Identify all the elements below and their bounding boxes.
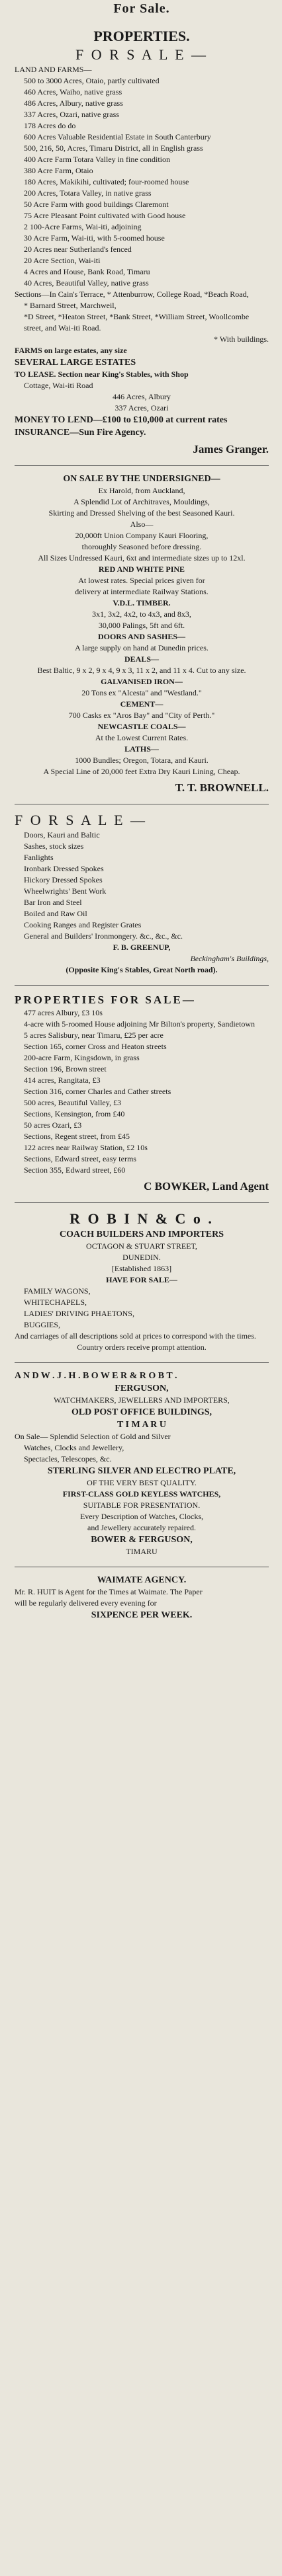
ad-line: Section 196, Brown street: [24, 1064, 107, 1073]
ad-line: WHITECHAPELS,: [24, 1298, 87, 1307]
ad-line: (Opposite King's Stables, Great North road).: [66, 965, 218, 974]
ad-line: SIXPENCE PER WEEK.: [91, 1610, 193, 1620]
ad-line: Skirting and Dressed Shelving of the best Seasoned Kauri.: [48, 508, 235, 518]
ad-line: PROPERTIES FOR SALE—: [15, 994, 196, 1006]
ad-line: Sashes, stock sizes: [24, 841, 84, 851]
ad-line: TO LEASE. Section near King's Stables, with Shop: [15, 370, 189, 379]
ad-line: 500 acres, Beautiful Valley, £3: [24, 1098, 121, 1107]
ad-line: 4-acre with 5-roomed House adjoining Mr Bilton's property, Sandietown: [24, 1019, 255, 1029]
ad-line: 600 Acres Valuable Residential Estate in South Canterbury: [24, 132, 211, 141]
ad-line: Doors, Kauri and Baltic: [24, 830, 100, 839]
ad-line: [Established 1863]: [111, 1264, 172, 1273]
ad-line: Cooking Ranges and Register Grates: [24, 920, 142, 929]
ad-line: NEWCASTLE COALS—: [97, 722, 186, 731]
ad-line: 3x1, 3x2, 4x2, to 4x3, and 8x3,: [92, 609, 191, 619]
ad-line: F O R S A L E —: [15, 812, 148, 828]
ad-line: LATHS—: [124, 744, 159, 754]
ad-line: 20 Acres near Sutherland's fenced: [24, 245, 132, 254]
ad-line: 5 acres Salisbury, near Timaru, £25 per acre: [24, 1031, 164, 1040]
ad-line: FERGUSON,: [115, 1384, 169, 1393]
ad-line: 30,000 Palings, 5ft and 6ft.: [98, 621, 185, 630]
ad-line: WAIMATE AGENCY.: [97, 1575, 187, 1585]
advertisement-4: [15, 986, 269, 1203]
ad-line: 30 Acre Farm, Wai-iti, with 5-roomed house: [24, 233, 165, 243]
ad-line: Ex Harold, from Auckland,: [98, 486, 185, 495]
ad-line: 4 Acres and House, Bank Road, Timaru: [24, 267, 150, 276]
ad-line: Wheelwrights' Bent Work: [24, 886, 107, 896]
ad-line: Beckingham's Buildings,: [190, 954, 269, 963]
ad-line: A Splendid Lot of Architraves, Mouldings,: [73, 497, 210, 506]
ad-line: 20 Tons ex "Alcesta" and "Westland.": [81, 688, 202, 697]
ad-line: DOORS AND SASHES—: [97, 632, 186, 641]
ad-line: Country orders receive prompt attention.: [77, 1343, 207, 1352]
ad-line: Section 165, corner Cross and Heaton streets: [24, 1042, 167, 1051]
ad-line: Hickory Dressed Spokes: [24, 875, 103, 884]
ad-line: DEALS—: [124, 654, 159, 664]
ad-line: And carriages of all descriptions sold at prices to correspond with the times.: [15, 1331, 256, 1341]
ad-line: A large supply on hand at Dunedin prices.: [75, 643, 209, 652]
ad-line: DUNEDIN.: [122, 1253, 161, 1262]
ad-line: V.D.L. TIMBER.: [113, 598, 171, 607]
ad-line: F O R S A L E —: [75, 46, 209, 63]
ad-line: At the Lowest Current Rates.: [95, 733, 189, 742]
ad-line: BUGGIES,: [24, 1320, 61, 1329]
ad-line: PROPERTIES.: [93, 28, 190, 44]
ad-line: 500 to 3000 Acres, Otaio, partly cultivated: [24, 76, 160, 85]
advertisements: [15, 20, 269, 1631]
newspaper-column: [0, 1, 282, 2576]
ad-line: Also—: [130, 520, 154, 529]
ad-line: R O B I N & C o .: [70, 1210, 214, 1227]
ad-line: 460 Acres, Waiho, native grass: [24, 87, 122, 97]
ad-line: T I M A R U: [117, 1420, 167, 1430]
ad-line: HAVE FOR SALE—: [106, 1275, 177, 1284]
ad-line: A N D W . J . H . B O W E R & R O B T .: [15, 1371, 177, 1381]
ad-line: LAND AND FARMS—: [15, 65, 92, 74]
ad-line: 180 Acres, Makikihi, cultivated; four-roomed house: [24, 177, 189, 186]
ad-line: FARMS on large estates, any size: [15, 346, 127, 355]
ad-line: 50 Acre Farm with good buildings Claremont: [24, 200, 169, 209]
advertisement-6: [15, 1363, 269, 1567]
ad-line: Sections—In Cain's Terrace, * Attenburrow, College Road, *Beach Road,: [15, 290, 249, 299]
ad-line: INSURANCE—Sun Fire Agency.: [15, 428, 146, 438]
ad-line: Fanlights: [24, 853, 54, 862]
ad-line: Boiled and Raw Oil: [24, 909, 87, 918]
advertisement-3: [15, 804, 269, 986]
ad-line: OCTAGON & STUART STREET,: [86, 1241, 197, 1251]
ad-line: FAMILY WAGONS,: [24, 1286, 91, 1296]
ad-line: F. B. GREENUP,: [113, 943, 171, 952]
ad-line: Bar Iron and Steel: [24, 898, 82, 907]
ad-line: A Special Line of 20,000 feet Extra Dry Kauri Lining, Cheap.: [43, 767, 240, 776]
advertisement-1: [15, 20, 269, 466]
ad-line: *D Street, *Heaton Street, *Bank Street, *William Street, Woollcombe: [24, 312, 250, 321]
ad-line: 446 Acres, Albury: [113, 392, 171, 401]
advertisement-5: [15, 1203, 269, 1363]
advertisement-7: [15, 1567, 269, 1631]
ad-line: 2 100-Acre Farms, Wai-iti, adjoining: [24, 222, 142, 231]
ad-line: Spectacles, Telescopes, &c.: [24, 1454, 112, 1464]
ad-line: 122 acres near Railway Station, £2 10s: [24, 1143, 148, 1152]
ad-line: 20 Acre Section, Wai-iti: [24, 256, 101, 265]
ad-line: Mr. R. HUIT is Agent for the Times at Waimate. The Paper: [15, 1587, 203, 1596]
ad-line: OLD POST OFFICE BUILDINGS,: [71, 1407, 212, 1417]
ad-line: 700 Casks ex "Aros Bay" and "City of Perth.": [68, 711, 215, 720]
ad-line: Sections, Edward street, easy terms: [24, 1154, 136, 1163]
ad-line: 414 acres, Rangitata, £3: [24, 1075, 101, 1085]
ad-line: Ironbark Dressed Spokes: [24, 864, 104, 873]
ad-line: RED AND WHITE PINE: [98, 565, 185, 574]
ad-line: On Sale— Splendid Selection of Gold and Silver: [15, 1432, 171, 1441]
ad-line: 40 Acres, Beautiful Valley, native grass: [24, 278, 149, 288]
ad-line: and Jewellery accurately repaired.: [87, 1523, 196, 1532]
ad-line: BOWER & FERGUSON,: [91, 1535, 193, 1545]
ad-line: CEMENT—: [120, 699, 164, 709]
ad-line: Sections, Kensington, from £40: [24, 1109, 125, 1118]
ad-line: * Barnard Street, Marchweil,: [24, 301, 117, 310]
ad-line: 477 acres Albury, £3 10s: [24, 1008, 103, 1017]
ad-line: MONEY TO LEND—£100 to £10,000 at current rates: [15, 415, 228, 425]
ad-line: COACH BUILDERS AND IMPORTERS: [59, 1229, 224, 1239]
ad-line: 500, 216, 50, Acres, Timaru District, all in English grass: [24, 143, 203, 153]
ad-line: GALVANISED IRON—: [101, 677, 183, 686]
ad-line: 178 Acres do do: [24, 121, 76, 130]
ad-line: WATCHMAKERS, JEWELLERS AND IMPORTERS,: [54, 1395, 230, 1405]
ad-line: General and Builders' Ironmongery. &c., &c., &c.: [24, 931, 183, 941]
ad-line: 380 Acre Farm, Otaio: [24, 166, 93, 175]
ad-signature: C BOWKER, Land Agent: [144, 1180, 269, 1192]
ad-line: Watches, Clocks and Jewellery,: [24, 1443, 124, 1452]
advertisement-2: [15, 466, 269, 804]
ad-line: 337 Acres, Ozari, native grass: [24, 110, 119, 119]
ad-line: 50 acres Ozari, £3: [24, 1120, 82, 1130]
ad-signature: James Granger.: [193, 443, 269, 455]
ad-line: STERLING SILVER AND ELECTRO PLATE,: [47, 1466, 236, 1476]
ad-line: 75 Acre Pleasant Point cultivated with Good house: [24, 211, 186, 220]
ad-line: street, and Wai-iti Road.: [24, 323, 101, 332]
ad-line: Section 316, corner Charles and Cather streets: [24, 1087, 171, 1096]
ad-line: Cottage, Wai-iti Road: [24, 381, 93, 390]
ad-line: FIRST-CLASS GOLD KEYLESS WATCHES,: [62, 1489, 221, 1499]
ad-line: will be regularly delivered every evening for: [15, 1598, 157, 1608]
ad-line: ON SALE BY THE UNDERSIGNED—: [63, 474, 220, 484]
ad-line: 400 Acre Farm Totara Valley in fine condition: [24, 155, 170, 164]
ad-line: Sections, Regent street, from £45: [24, 1132, 130, 1141]
ad-line: 337 Acres, Ozari: [115, 403, 169, 412]
ad-line: 486 Acres, Albury, native grass: [24, 98, 123, 108]
ad-line: Every Description of Watches, Clocks,: [79, 1512, 204, 1521]
ad-line: delivery at intermediate Railway Stations.: [75, 587, 209, 596]
ad-line: Best Baltic, 9 x 2, 9 x 4, 9 x 3, 11 x 2, and 11 x 4. Cut to any size.: [37, 666, 246, 675]
ad-line: SEVERAL LARGE ESTATES: [15, 358, 136, 368]
ad-signature: T. T. BROWNELL.: [175, 781, 269, 794]
ad-line: * With buildings.: [214, 334, 269, 344]
ad-line: 200-acre Farm, Kingsdown, in grass: [24, 1053, 140, 1062]
ad-line: LADIES' DRIVING PHAETONS,: [24, 1309, 134, 1318]
ad-line: 1000 Bundles; Oregon, Totara, and Kauri.: [75, 756, 209, 765]
ad-line: All Sizes Undressed Kauri, 6xt and intermediate sizes up to 12xl.: [38, 553, 246, 563]
ad-line: thoroughly Seasoned before dressing.: [81, 542, 202, 551]
ad-line: SUITABLE FOR PRESENTATION.: [83, 1501, 201, 1510]
ad-line: 200 Acres, Totara Valley, in native grass: [24, 188, 152, 198]
ad-line: OF THE VERY BEST QUALITY.: [87, 1478, 197, 1487]
ad-line: At lowest rates. Special prices given for: [78, 576, 205, 585]
column-title: For Sale.: [113, 1, 170, 16]
ad-line: TIMARU: [126, 1547, 158, 1556]
ad-line: 20,000ft Union Company Kauri Flooring,: [75, 531, 209, 540]
ad-line: Section 355, Edward street, £60: [24, 1165, 126, 1175]
